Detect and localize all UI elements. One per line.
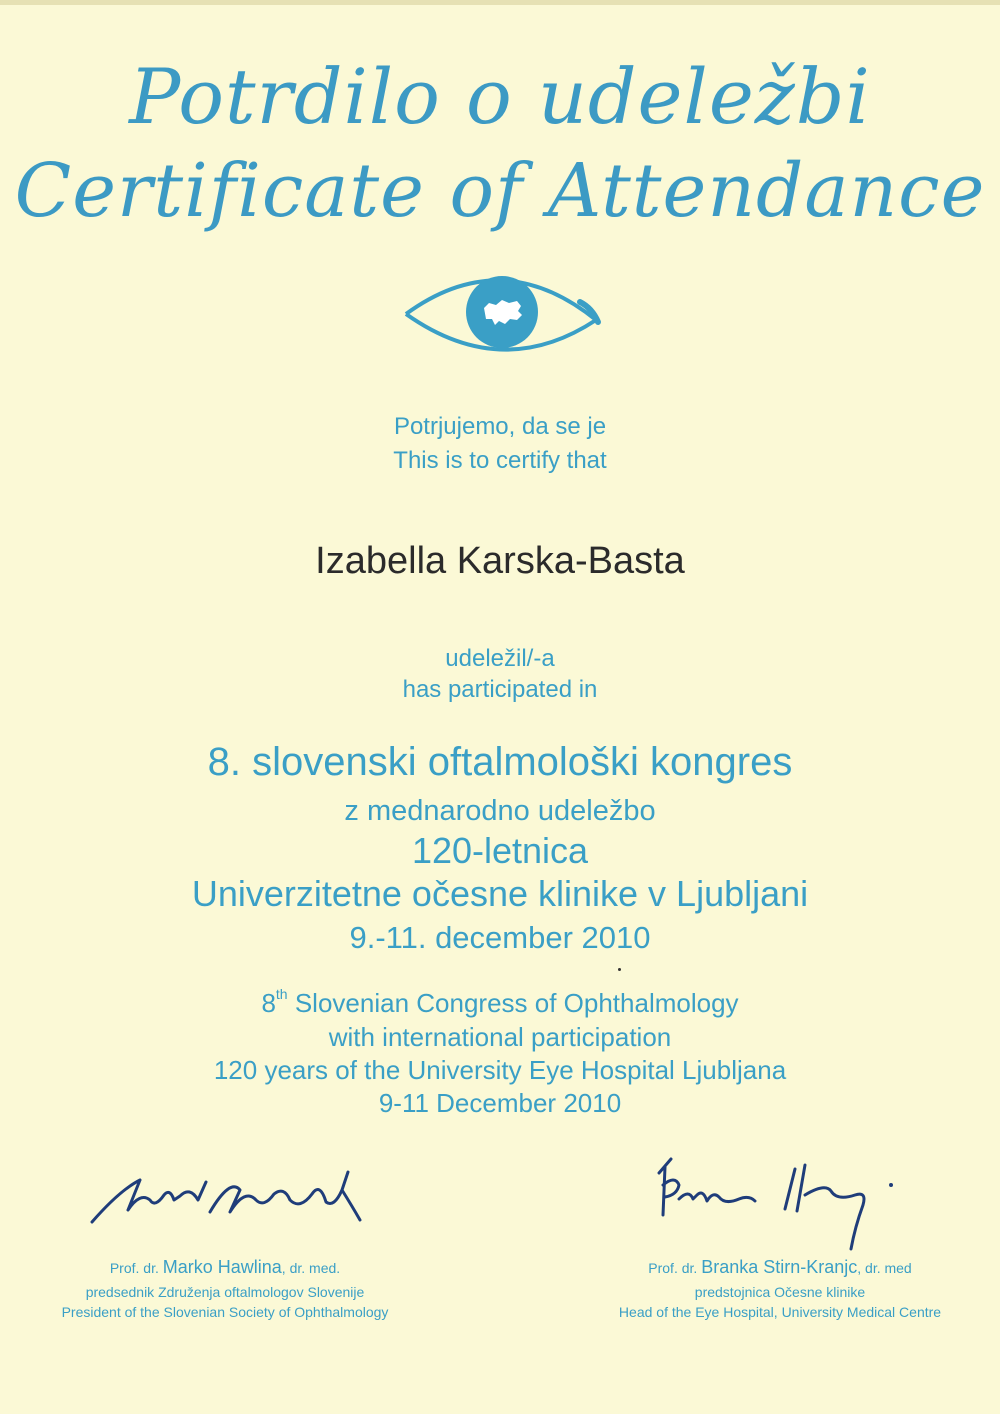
event-title-sl: 8. slovenski oftalmološki kongres <box>207 740 793 784</box>
recipient-name: Izabella Karska-Basta <box>315 540 685 582</box>
intro-slovenian: Potrjujemo, da se je <box>393 413 607 440</box>
event-dates-en: 9-11 December 2010 <box>378 1088 622 1118</box>
event-anniversary-sl: 120-letnica <box>411 830 589 871</box>
event-title-en: 8th Slovenian Congress of Ophthalmology <box>261 986 739 1018</box>
scan-top-edge <box>0 0 1000 5</box>
signatory-role-sl: predstojnica Očesne klinike <box>694 1284 866 1300</box>
event-subtitle-sl: z mednarodno udeležbo <box>344 795 656 827</box>
scan-speck <box>618 968 621 971</box>
signatory-role-en: Head of the Eye Hospital, University Medical Centre <box>618 1304 942 1320</box>
participation-slovenian: udeležil/-a <box>445 645 555 672</box>
eye-logo-icon <box>400 262 605 362</box>
signatory-name-line: Prof. dr. Branka Stirn-Kranjc, dr. med <box>648 1257 912 1277</box>
participation-english: has participated in <box>402 676 598 703</box>
signatory-block-left <box>40 1257 410 1322</box>
intro-english: This is to certify that <box>393 447 607 474</box>
title-slovenian: Potrdilo o udeležbi <box>129 52 871 141</box>
event-institution-sl: Univerzitetne očesne klinike v Ljubljani <box>191 873 809 914</box>
event-anniversary-en: 120 years of the University Eye Hospital Ljubljana <box>213 1055 787 1085</box>
event-dates-sl: 9.-11. december 2010 <box>349 920 651 955</box>
signatory-name-line: Prof. dr. Marko Hawlina, dr. med. <box>109 1257 341 1277</box>
signatory-role-en: President of the Slovenian Society of Ophthalmology <box>61 1304 389 1320</box>
event-subtitle-en: with international participation <box>328 1022 672 1052</box>
signature-hawlina <box>80 1160 380 1240</box>
signature-stirn-kranjc <box>655 1155 915 1255</box>
signatory-block-right <box>600 1257 960 1322</box>
title-english: Certificate of Attendance <box>14 148 986 234</box>
signatory-role-sl: predsednik Združenja oftalmologov Slovenije <box>85 1284 365 1300</box>
